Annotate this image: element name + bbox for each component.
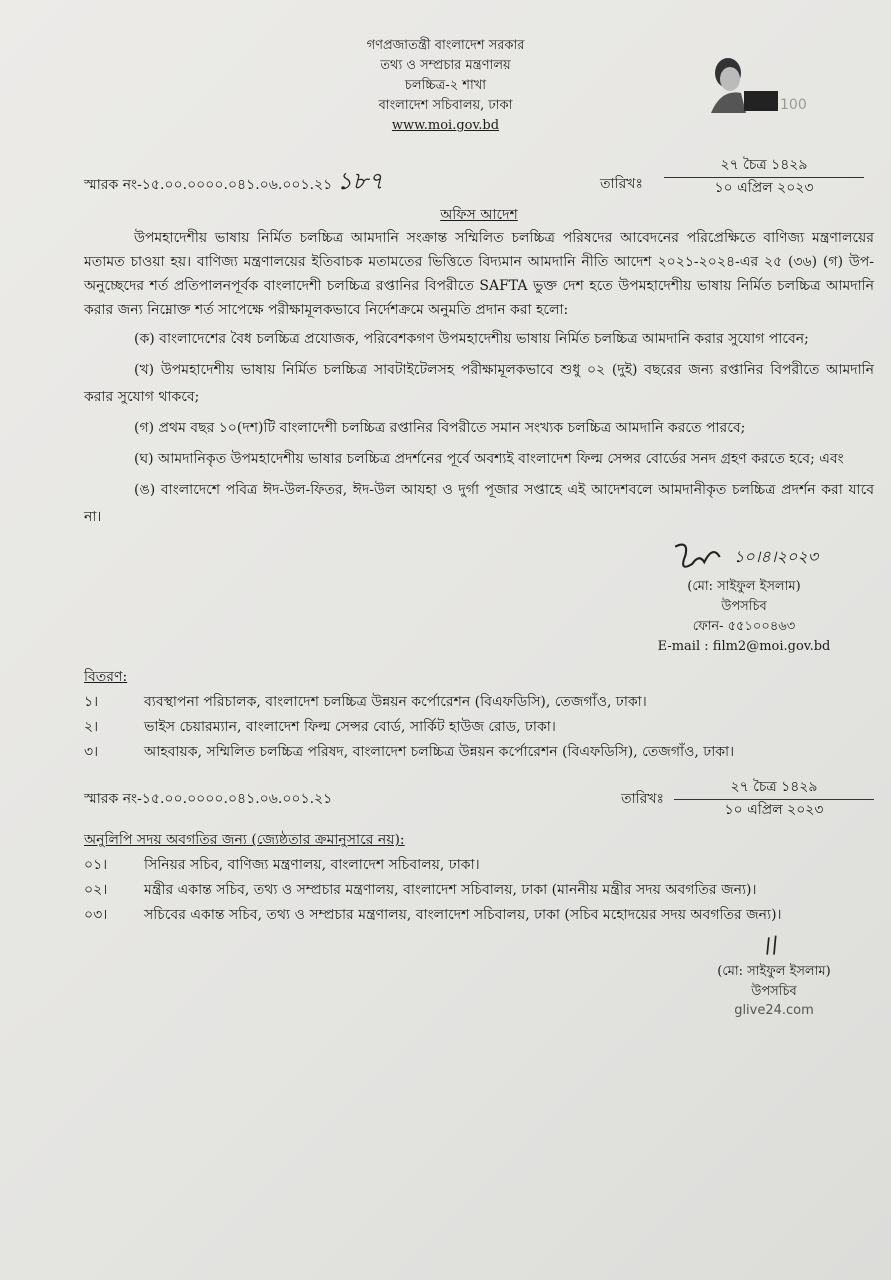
header-line: চলচ্চিত্র-২ শাখা xyxy=(404,78,487,93)
memo-number: স্মারক নং-১৫.০০.০০০০.০৪১.০৬.০০১.২১ ১৮৭ xyxy=(84,167,384,195)
list-item: ০৩। সচিবের একান্ত সচিব, তথ্য ও সম্প্রচার মন্ত্রণালয়, বাংলাদেশ সচিবালয়, ঢাকা (সচিব মহোদয়ের সদয় অবগতির জন্য)। xyxy=(84,907,782,923)
copies-label: অনুলিপি সদয় অবগতির জন্য (জ্যেষ্ঠতার ক্রমানুসারে নয়): xyxy=(84,832,405,848)
signature-block-2 xyxy=(674,934,874,1020)
list-item: ৩। আহবায়ক, সম্মিলিত চলচ্চিত্র পরিষদ, বাংলাদেশ চলচ্চিত্র উন্নয়ন কর্পোরেশন (বিএফডিসি), তেজগাঁও, ঢাকা। xyxy=(84,744,735,760)
watermark: glive24.com xyxy=(734,1003,814,1018)
list-item: ০২। মন্ত্রীর একান্ত সচিব, তথ্য ও সম্প্রচার মন্ত্রণালয়, বাংলাদেশ সচিবালয়, ঢাকা (মাননীয় মন্ত্রীর সদয় অবগতির জন্য)। xyxy=(84,882,757,898)
distribution-list xyxy=(84,665,874,765)
header-line: তথ্য ও সম্প্রচার মন্ত্রণালয় xyxy=(380,58,511,73)
memo-date: ২৭ চৈত্র ১৪২৯ ১০ এপ্রিল ২০২৩ xyxy=(664,155,864,198)
signature-area xyxy=(84,537,874,657)
signer-designation-2: উপসচিব xyxy=(751,984,797,999)
website-link[interactable]: www.moi.gov.bd xyxy=(391,118,500,133)
copies-list xyxy=(84,828,874,928)
list-item: ১। ব্যবস্থাপনা পরিচালক, বাংলাদেশ চলচ্চিত্র উন্নয়ন কর্পোরেশন (বিএফডিসি), তেজগাঁও, ঢাকা। xyxy=(84,694,647,710)
header-line: বাংলাদেশ সচিবালয়, ঢাকা xyxy=(378,98,513,113)
document-title: অফিস আদেশ xyxy=(440,207,518,223)
header-line: গণপ্রজাতন্ত্রী বাংলাদেশ সরকার xyxy=(366,38,525,53)
signer-designation: উপসচিব xyxy=(721,599,767,614)
condition-item: (গ) প্রথম বছর ১০(দশ)টি বাংলাদেশী চলচ্চিত্র রপ্তানির বিপরীতে সমান সংখ্যক চলচ্চিত্র আমদানি করতে পারবে; xyxy=(134,420,746,436)
memo-row-2 xyxy=(84,777,874,820)
signature-block xyxy=(614,537,874,657)
condition-item: (খ) উপমহাদেশীয় ভাষায় নির্মিত চলচ্চিত্র সাবটাইটেলসহ পরীক্ষামূলকভাবে শুধু ০২ (দুই) বছরের জন্য রপ্তানির বিপরীতে আমদানি করার সুযোগ থাকবে; xyxy=(84,362,874,405)
signer-name-2: (মো: সাইফুল ইসলাম) xyxy=(717,964,831,979)
memo-number-2: স্মারক নং-১৫.০০.০০০০.০৪১.০৬.০০১.২১ xyxy=(84,790,333,807)
svg-text:100: 100 xyxy=(780,97,807,113)
list-item: ০১। সিনিয়র সচিব, বাণিজ্য মন্ত্রণালয়, বাংলাদেশ সচিবালয়, ঢাকা। xyxy=(84,857,480,873)
document-flow xyxy=(84,0,874,1040)
memo-date-group-2 xyxy=(621,777,874,820)
initial-signature xyxy=(762,934,786,962)
intro-paragraph: উপমহাদেশীয় ভাষায় নির্মিত চলচ্চিত্র আমদানি সংক্রান্ত সম্মিলিত চলচ্চিত্র পরিষদের আবেদনের পরিপ্রেক্ষিতে বাণিজ্য মন্ত্রণালয়ের মতামত চাওয়া হয়। বাণিজ্য মন্ত্রণালয়ের ইতিবাচক মতামতের ভিত্তিতে বিদ্যমান আমদানি নীতি আদেশ ২০২১-২০২৪-এর ২৫ (৩৬) (গ) উপ-অনুচ্ছেদের শর্ত প্রতিপালনপূর্বক বাংলাদেশী চলচ্চিত্র রপ্তানির বিপরীতে SAFTA ভুক্ত দেশ হতে উপমহাদেশীয় ভাষায় নির্মিত চলচ্চিত্র আমদানি করার জন্য নিম্নোক্ত শর্ত সাপেক্ষে পরীক্ষামূলকভাবে নির্দেশক্রমে অনুমতি প্রদান করা হলো: xyxy=(84,230,874,318)
handwritten-signature xyxy=(670,537,818,577)
list-item: ২। ভাইস চেয়ারম্যান, বাংলাদেশ ফিল্ম সেন্সর বোর্ড, সার্কিট হাউজ রোড, ঢাকা। xyxy=(84,719,556,735)
handwritten-memo-number: ১৮৭ xyxy=(336,167,384,195)
condition-item: (ঙ) বাংলাদেশে পবিত্র ঈদ-উল-ফিতর, ঈদ-উল আযহা ও দুর্গা পূজার সপ্তাহে এই আদেশবলে আমদানীকৃত চলচ্চিত্র প্রদর্শন করা যাবে না। xyxy=(84,482,874,525)
distribution-label: বিতরণ: xyxy=(84,669,128,685)
date-label: তারিখঃ xyxy=(600,176,643,192)
condition-item: (ক) বাংলাদেশের বৈধ চলচ্চিত্র প্রযোজক, পরিবেশকগণ উপমহাদেশীয় ভাষায় নির্মিত চলচ্চিত্র আমদানি করার সুযোগ পাবেন; xyxy=(134,331,809,347)
signature-date: ১০।৪।২০২৩ xyxy=(733,546,819,566)
signer-name: (মো: সাইফুল ইসলাম) xyxy=(687,579,801,594)
phone: ফোন- ৫৫১০০৪৬৩ xyxy=(692,619,796,634)
memo-date-2: ২৭ চৈত্র ১৪২৯ ১০ এপ্রিল ২০২৩ xyxy=(674,777,874,820)
order-body xyxy=(84,226,874,531)
email[interactable]: E-mail : film2@moi.gov.bd xyxy=(657,639,831,654)
date-label-2: তারিখঃ xyxy=(621,790,664,807)
condition-item: (ঘ) আমদানিকৃত উপমহাদেশীয় ভাষার চলচ্চিত্র প্রদর্শনের পূর্বে অবশ্যই বাংলাদেশ ফিল্ম সেন্সর বোর্ডের সনদ গ্রহণ করতে হবে; এবং xyxy=(134,451,844,467)
signature-area-2 xyxy=(84,934,874,1020)
